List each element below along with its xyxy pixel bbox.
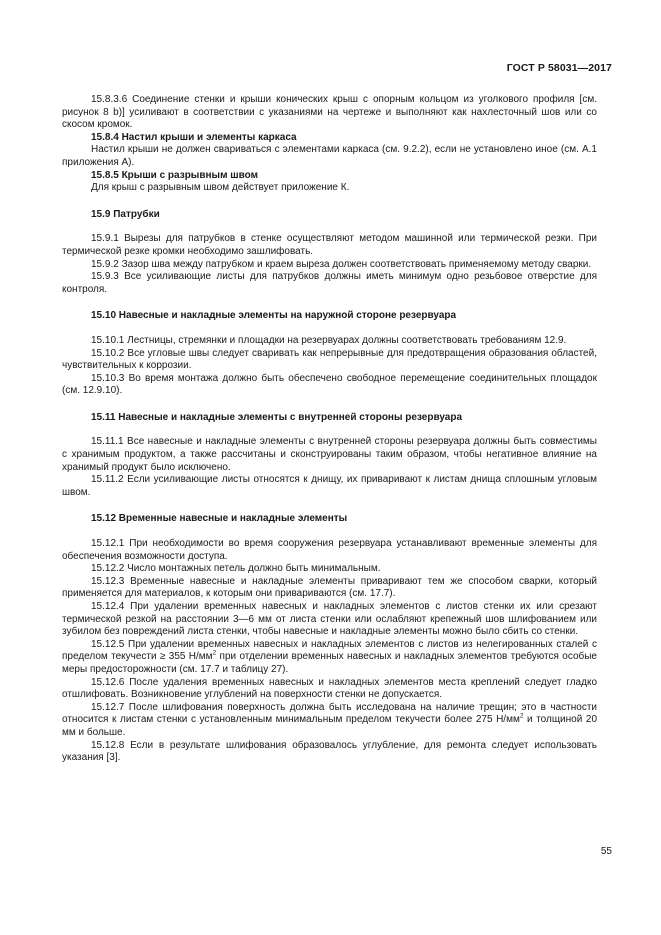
paragraph: 15.8.3.6 Соединение стенки и крыши конических крыш с опорным кольцом из уголкового профиля [см. рисунок 8 b)] усиливают в соответствии с указаниями на чертеже и выполняют как нахлесточный шов или со скосом кромок. [62,94,597,131]
paragraph-text: 15.12.7 После шлифования поверхность должна быть исследована на наличие трещин; это в частности относится к листам стенки с установленным минимальным пределом текучести более 275 Н/мм [62,701,597,726]
document-header: ГОСТ Р 58031—2017 [506,62,612,74]
paragraph: 15.12.1 При необходимости во время сооружения резервуара устанавливают временные элементы для обеспечения возможности доступа. [62,538,597,562]
section-heading: 15.11 Навесные и накладные элементы с внутренней стороны резервуара [91,411,463,423]
paragraph-text: при отделении временных навесных и накладных элементов требуются особые меры предосторожности (см. 17.7 и таблицу 27). [62,651,597,675]
document-body [62,94,597,765]
paragraph: 15.11.1 Все навесные и накладные элементы с внутренней стороны резервуара должны быть совместимы с хранимым продуктом, а также рассчитаны и сконструированы таким образом, чтобы негативное влияние на хранимый продукт было исключено. [62,436,597,473]
paragraph [62,639,597,677]
paragraph: 15.12.8 Если в результате шлифования образовалось углубление, для ремонта следует использовать указания [3]. [62,739,597,764]
paragraph: 15.10.1 Лестницы, стремянки и площадки на резервуарах должны соответствовать требованиям 12.9. [91,334,567,346]
page-number: 55 [600,846,612,857]
superscript: 2 [519,713,524,721]
paragraph-text: 15.12.5 При удалении временных навесных и накладных элементов с листов из нелегированных сталей с пределом текучести ≥ 355 Н/мм [62,638,597,663]
paragraph: 15.9.2 Зазор шва между патрубком и краем выреза должен соответствовать применяемому методу сварки. [91,258,592,270]
paragraph-text: и толщиной 20 мм и больше. [62,714,598,738]
paragraph: 15.10.2 Все угловые швы следует сваривать как непрерывные для предотвращения образования областей, чувствительных к коррозии. [62,347,597,372]
paragraph: Для крыш с разрывным швом действует приложение К. [91,182,350,194]
paragraph: 15.10.3 Во время монтажа должно быть обеспечено свободное перемещение соединительных площадок (см. 12.9.10). [62,372,597,397]
superscript: 2 [212,650,217,658]
subsection-heading: 15.8.5 Крыши с разрывным швом [91,169,258,181]
paragraph: 15.9.3 Все усиливающие листы для патрубков должны иметь минимум одно резьбовое отверстие для контроля. [62,271,597,295]
paragraph: 15.12.3 Временные навесные и накладные элементы приваривают тем же способом сварки, который применяется для материалов, к которым они привариваются (см. 17.7). [62,575,597,600]
paragraph: 15.12.4 При удалении временных навесных и накладных элементов с листов стенки их или срезают термической резкой на расстоянии 3—6 мм от листа стенки или ослабляют крепежный шов шлифованием или зубилом без повреждений листа стенки, чтобы навесные и накладные элементы можно было сбить со стенки. [62,601,597,638]
paragraph [62,702,597,740]
subsection-heading: 15.8.4 Настил крыши и элементы каркаса [91,131,297,143]
paragraph: 15.12.2 Число монтажных петель должно быть минимальным. [91,563,381,575]
paragraph: 15.11.2 Если усиливающие листы относятся к днищу, их приваривают к листам днища сплошным угловым швом. [62,474,597,498]
section-heading: 15.10 Навесные и накладные элементы на наружной стороне резервуара [91,310,457,322]
paragraph: Настил крыши не должен свариваться с элементами каркаса (см. 9.2.2), если не установлено иное (см. А.1 приложения А). [62,144,597,168]
paragraph: 15.12.6 После удаления временных навесных и накладных элементов места креплений следует гладко отшлифовать. Возникновение углублений на поверхности стенки не допускается. [62,676,597,701]
section-heading: 15.9 Патрубки [91,208,160,220]
paragraph: 15.9.1 Вырезы для патрубков в стенке осуществляют методом машинной или термической резки. При термической резке кромки необходимо зашлифовать. [62,233,597,257]
section-heading: 15.12 Временные навесные и накладные элементы [91,513,348,525]
